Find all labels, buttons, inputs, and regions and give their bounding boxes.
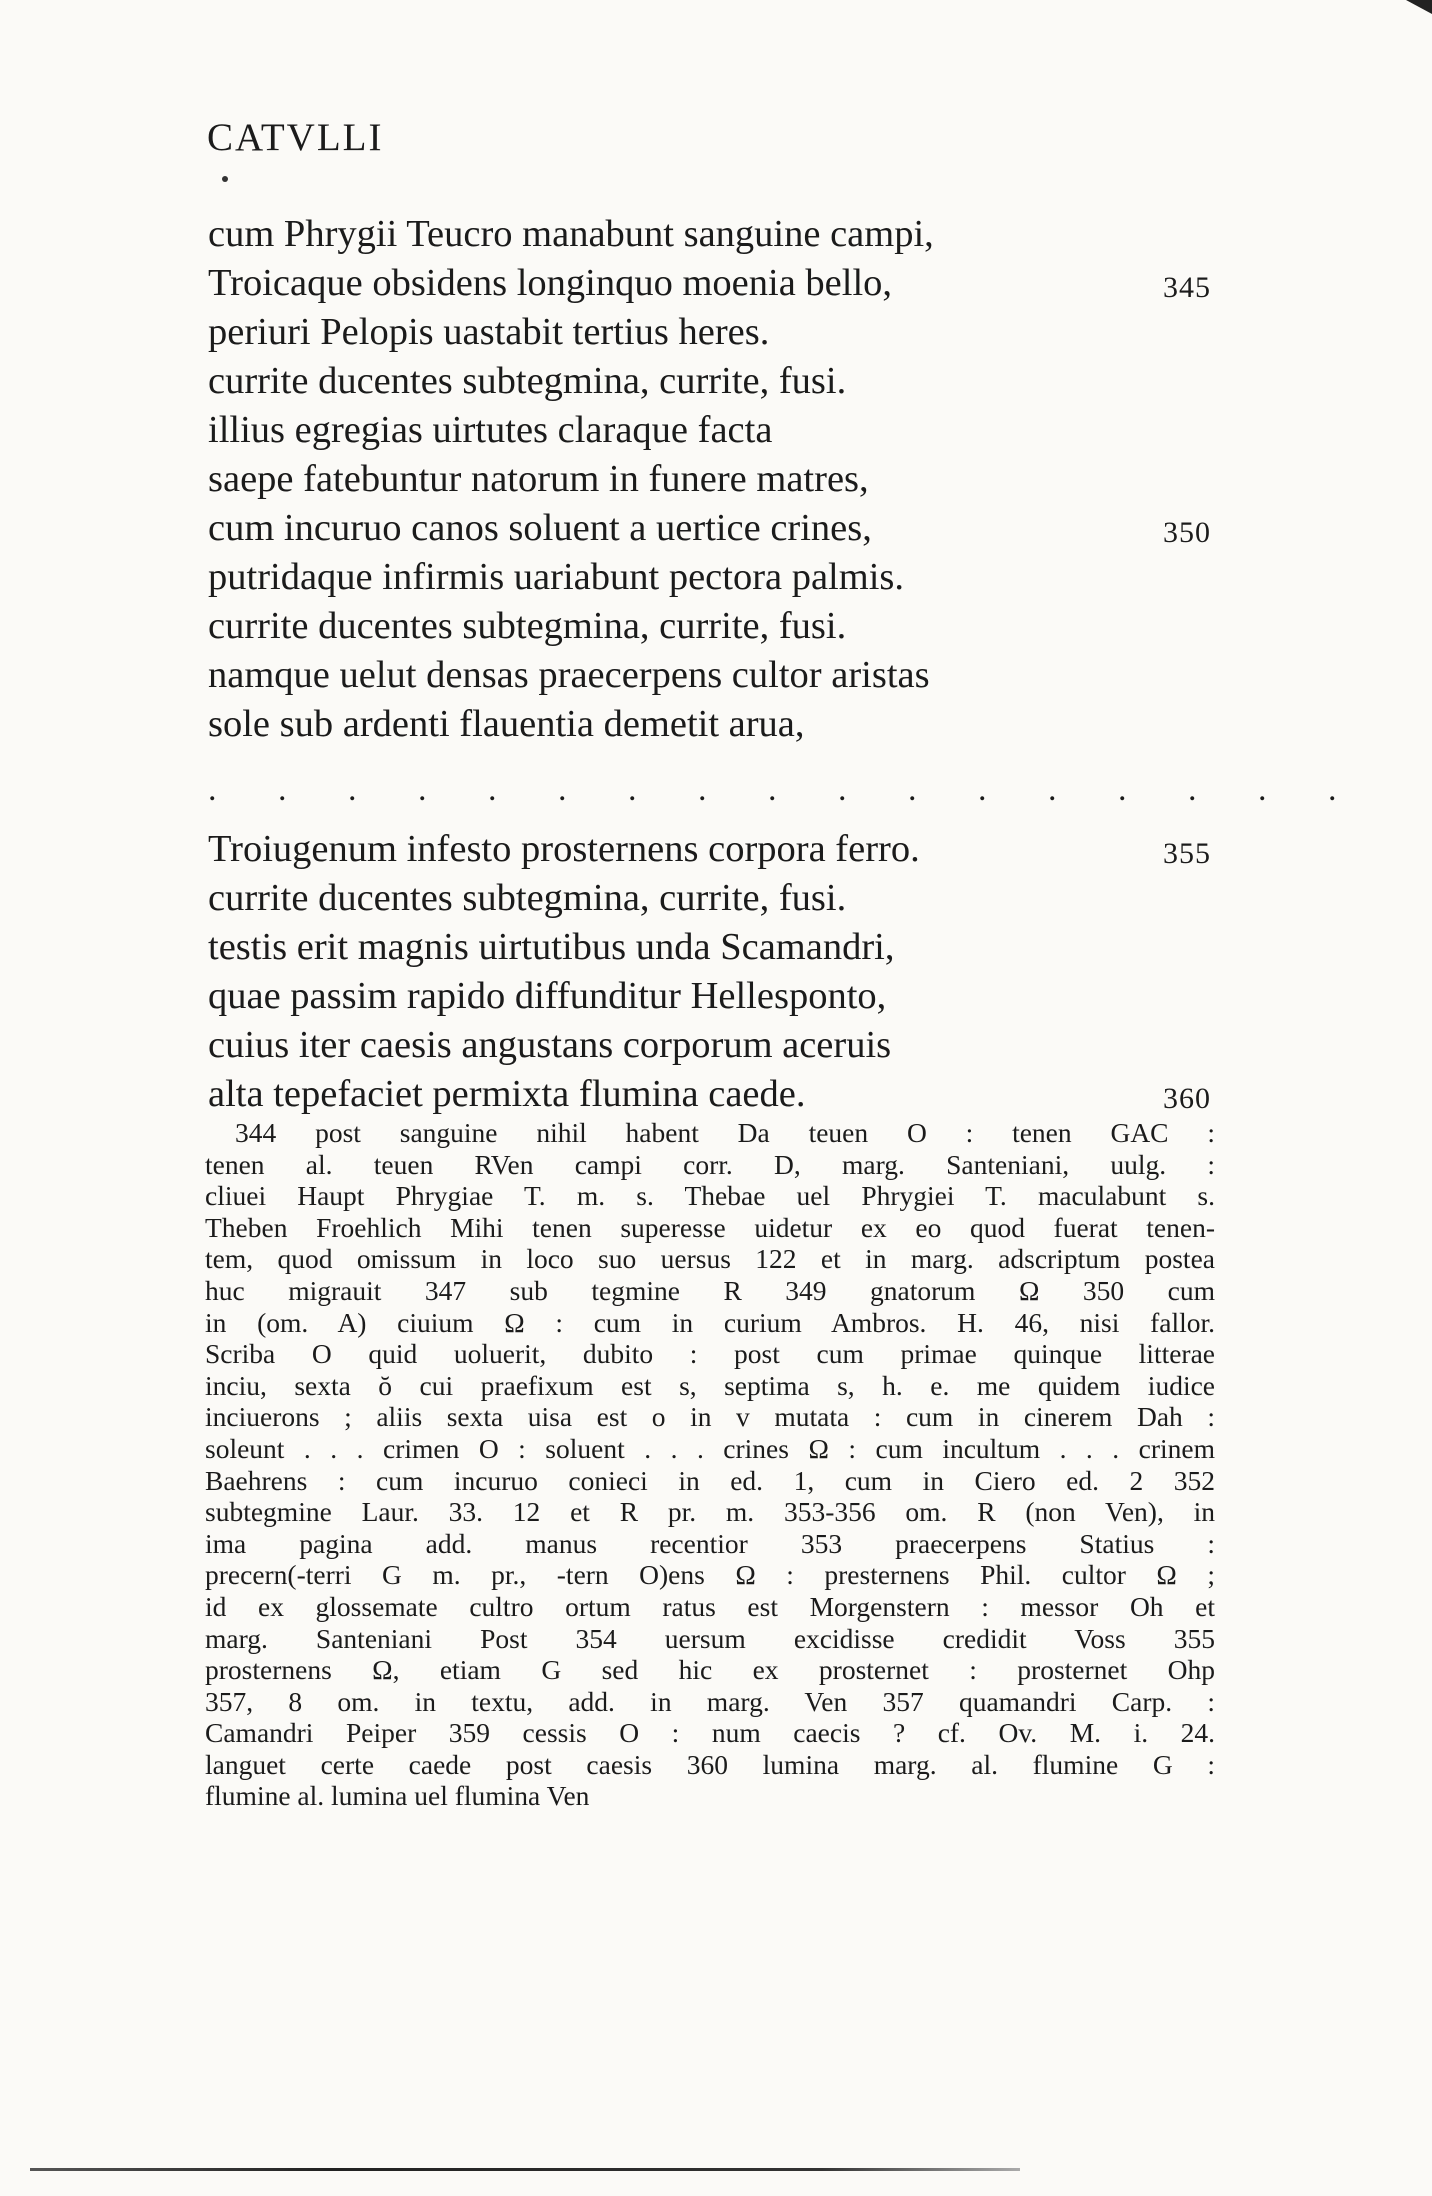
apparatus-line: huc migrauit 347 sub tegmine R 349 gnatorum Ω 350 cum: [205, 1274, 1215, 1306]
verse-text: currite ducentes subtegmina, currite, fusi.: [208, 605, 847, 647]
line-number: 345: [1163, 271, 1211, 304]
apparatus-line: Baehrens : cum incuruo conieci in ed. 1, cum in Ciero ed. 2 352: [205, 1464, 1215, 1496]
apparatus-line: cliuei Haupt Phrygiae T. m. s. Thebae uel Phrygiei T. maculabunt s.: [205, 1180, 1215, 1212]
critical-apparatus: [205, 1117, 1215, 1812]
verse-line: [208, 874, 1238, 923]
verse-text: cum incuruo canos soluent a uertice crines,: [208, 507, 872, 549]
verse-line: [208, 308, 1238, 357]
apparatus-line: tem, quod omissum in loco suo uersus 122 et in marg. adscriptum postea: [205, 1243, 1215, 1275]
verse-text: illius egregias uirtutes claraque facta: [208, 409, 773, 451]
verse-line: [208, 357, 1238, 406]
verse-text: quae passim rapido diffunditur Hellesponto,: [208, 975, 887, 1017]
apparatus-line: inciuerons ; aliis sexta uisa est o in v mutata : cum in cinerem Dah :: [205, 1401, 1215, 1433]
verse-line: [208, 406, 1238, 455]
apparatus-line: soleunt . . . crimen O : soluent . . . crines Ω : cum incultum . . . crinem: [205, 1432, 1215, 1464]
verse-line: [208, 259, 1238, 308]
verse-text: currite ducentes subtegmina, currite, fusi.: [208, 877, 847, 919]
verse-text: namque uelut densas praecerpens cultor aristas: [208, 654, 930, 696]
corner-mark: [1406, 0, 1432, 14]
verse-text: saepe fatebuntur natorum in funere matres,: [208, 458, 869, 500]
apparatus-line: tenen al. teuen RVen campi corr. D, marg. Santeniani, uulg. :: [205, 1148, 1215, 1180]
verse-text: currite ducentes subtegmina, currite, fusi.: [208, 360, 847, 402]
apparatus-line: precern(-terri G m. pr., -tern O)ens Ω : presternens Phil. cultor Ω ;: [205, 1559, 1215, 1591]
page-edge-rule: [30, 2168, 1020, 2171]
verse-text: sole sub ardenti flauentia demetit arua,: [208, 703, 805, 745]
verse-text: testis erit magnis uirtutibus unda Scamandri,: [208, 926, 895, 968]
line-number: 350: [1163, 516, 1211, 549]
apparatus-line: 357, 8 om. in textu, add. in marg. Ven 357 quamandri Carp. :: [205, 1685, 1215, 1717]
line-number: 355: [1163, 837, 1211, 870]
verse-line: [208, 210, 1238, 259]
poem-text: [208, 210, 1363, 1119]
verse-line: [208, 972, 1238, 1021]
verse-text: putridaque infirmis uariabunt pectora palmis.: [208, 556, 905, 598]
apparatus-line: subtegmine Laur. 33. 12 et R pr. m. 353-356 om. R (non Ven), in: [205, 1496, 1215, 1528]
verse-text: alta tepefaciet permixta flumina caede.: [208, 1073, 806, 1115]
verse-line: [208, 1021, 1238, 1070]
apparatus-line: id ex glossemate cultro ortum ratus est Morgenstern : messor Oh et: [205, 1590, 1215, 1622]
verse-line: [208, 455, 1238, 504]
verse-line: [208, 1070, 1238, 1119]
lacuna-dots: . . . . . . . . . . . . . . . . .: [208, 771, 1363, 808]
verse-text: Troicaque obsidens longinquo moenia bello,: [208, 262, 893, 304]
verse-text: Troiugenum infesto prosternens corpora ferro.: [208, 828, 920, 870]
apparatus-line: flumine al. lumina uel flumina Ven: [205, 1780, 590, 1812]
apparatus-line: languet certe caede post caesis 360 lumina marg. al. flumine G :: [205, 1748, 1215, 1780]
ink-dot: [222, 176, 228, 182]
apparatus-line: Theben Froehlich Mihi tenen superesse uidetur ex eo quod fuerat tenen-: [205, 1211, 1215, 1243]
verse-text: cum Phrygii Teucro manabunt sanguine campi,: [208, 213, 934, 255]
verse-text: cuius iter caesis angustans corporum aceruis: [208, 1024, 892, 1066]
line-number: 360: [1163, 1082, 1211, 1115]
apparatus-line: prosternens Ω, etiam G sed hic ex prosternet : prosternet Ohp: [205, 1654, 1215, 1686]
verse-line: [208, 651, 1238, 700]
apparatus-line: inciu, sexta ŏ cui praefixum est s, septima s, h. e. me quidem iudice: [205, 1369, 1215, 1401]
apparatus-line: Camandri Peiper 359 cessis O : num caecis ? cf. Ov. M. i. 24.: [205, 1717, 1215, 1749]
apparatus-line: marg. Santeniani Post 354 uersum excidisse credidit Voss 355: [205, 1622, 1215, 1654]
verse-line: [208, 700, 1238, 749]
verse-line: [208, 923, 1238, 972]
verse-line: [208, 602, 1238, 651]
verse-line: [208, 825, 1238, 874]
apparatus-line: in (om. A) ciuium Ω : cum in curium Ambros. H. 46, nisi fallor.: [205, 1306, 1215, 1338]
apparatus-line: Scriba O quid uoluerit, dubito : post cum primae quinque litterae: [205, 1338, 1215, 1370]
verse-line: [208, 553, 1238, 602]
apparatus-line: ima pagina add. manus recentior 353 praecerpens Statius :: [205, 1527, 1215, 1559]
apparatus-line: 344 post sanguine nihil habent Da teuen O : tenen GAC :: [235, 1117, 1215, 1148]
verse-text: periuri Pelopis uastabit tertius heres.: [208, 311, 770, 353]
running-head: CATVLLI: [207, 116, 384, 159]
verse-line: [208, 504, 1238, 553]
